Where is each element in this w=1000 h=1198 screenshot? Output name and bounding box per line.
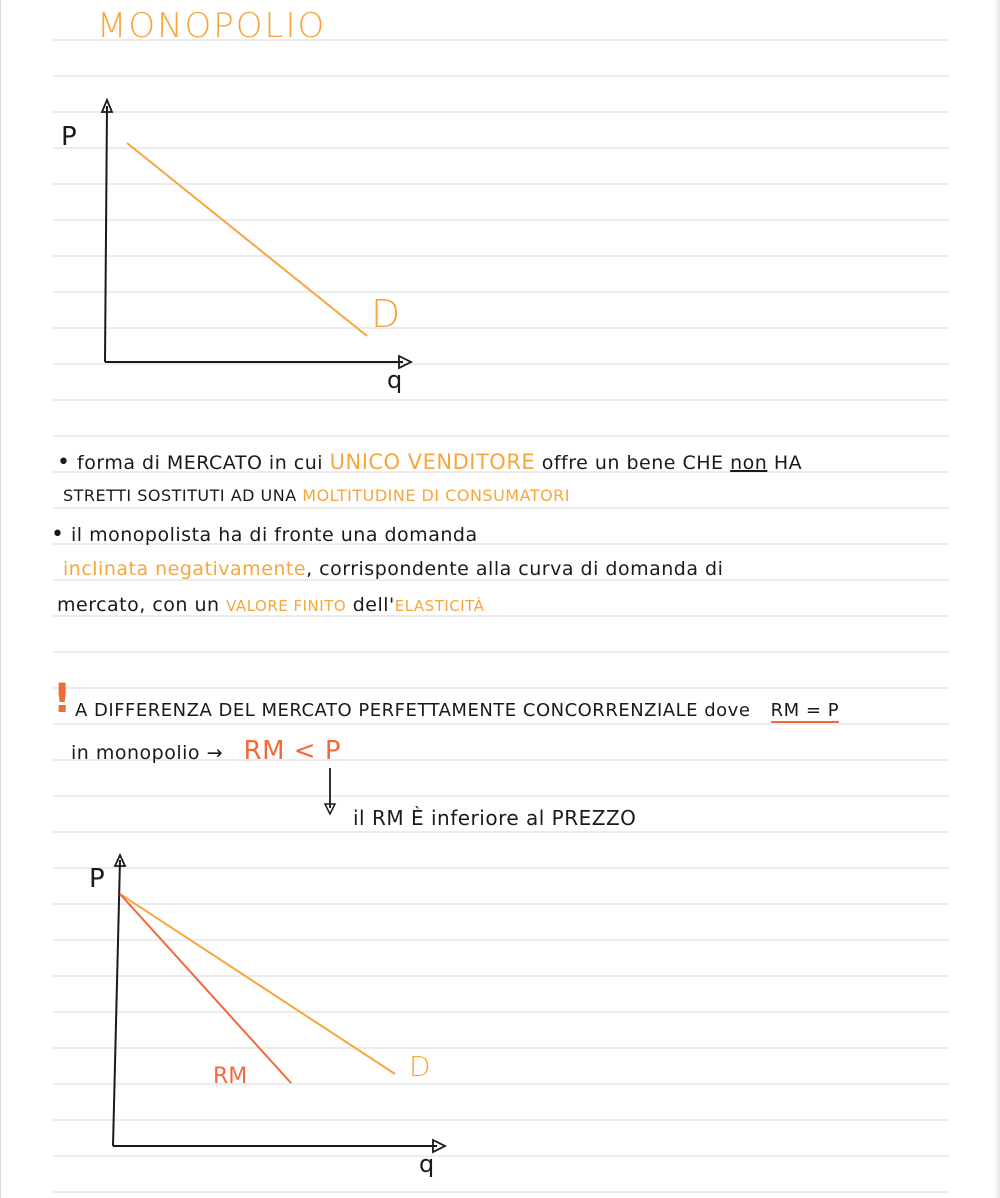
note-text-comparison: A DIFFERENZA DEL MERCATO PERFETTAMENTE CONCORRENZIALE dove xyxy=(75,700,751,721)
bullet-1-underlined-non: non xyxy=(730,452,768,474)
bullet-2-text-b: , corrispondente alla curva di domanda di xyxy=(306,558,724,580)
graph-demand-marginal-revenue xyxy=(1,840,1000,1198)
bullet-2-highlight-inclined: inclinata negativamente xyxy=(63,558,307,580)
exclamation-mark-icon: ! xyxy=(53,676,72,722)
y-axis xyxy=(105,106,107,362)
bullet-2-text-c: mercato, con un xyxy=(57,594,220,616)
graph2-x-label: q xyxy=(419,1150,435,1178)
bullet-dot-icon: • xyxy=(51,522,65,547)
bullet-1-text-d: STRETTI SOSTITUTI AD UNA xyxy=(63,486,297,505)
bullet-2-text-a: il monopolista ha di fronte una domanda xyxy=(71,524,478,546)
graph2-y-label: P xyxy=(89,864,105,894)
graph1-demand-label: D xyxy=(371,292,401,336)
bullet-2-line-2 xyxy=(63,558,723,580)
bullet-dot-icon: • xyxy=(57,450,71,475)
bullet-2-line-3 xyxy=(57,594,484,616)
page-title: MONOPOLIO xyxy=(97,6,327,46)
note-line-1 xyxy=(75,700,839,721)
bullet-2-text-d: dell' xyxy=(352,594,395,616)
graph1-x-label: q xyxy=(387,366,403,394)
note-text-monopoly: in monopolio → xyxy=(71,742,223,764)
bullet-1-line-2 xyxy=(63,486,570,505)
bullet-2-highlight-elasticity: ELASTICITÀ xyxy=(394,597,485,615)
y-axis xyxy=(113,860,120,1146)
bullet-1-line-1 xyxy=(57,450,802,475)
graph1-y-label: P xyxy=(61,122,77,152)
graph2-demand-label: D xyxy=(409,1050,431,1083)
bullet-1-highlight-consumers: MOLTITUDINE DI CONSUMATORI xyxy=(302,486,570,505)
note-arrow-text: il RM È inferiore al PREZZO xyxy=(353,806,637,830)
note-formula-perfect-competition: RM = P xyxy=(770,700,840,721)
note-formula-monopoly: RM < P xyxy=(243,736,342,766)
bullet-2-highlight-finite: VALORE FINITO xyxy=(226,597,347,615)
bullet-1-text-c: HA xyxy=(773,452,803,474)
down-arrow-icon xyxy=(317,766,347,818)
graph-demand xyxy=(1,0,1000,420)
bullet-1-highlight-seller: UNICO VENDITORE xyxy=(329,450,536,474)
graph2-mr-label: RM xyxy=(213,1064,248,1089)
bullet-1-text-b: offre un bene CHE xyxy=(541,452,724,474)
bullet-2-line-1 xyxy=(51,522,478,547)
note-line-2 xyxy=(71,736,341,766)
demand-curve xyxy=(127,143,367,336)
bullet-1-text-a: forma di MERCATO in cui xyxy=(77,452,324,474)
